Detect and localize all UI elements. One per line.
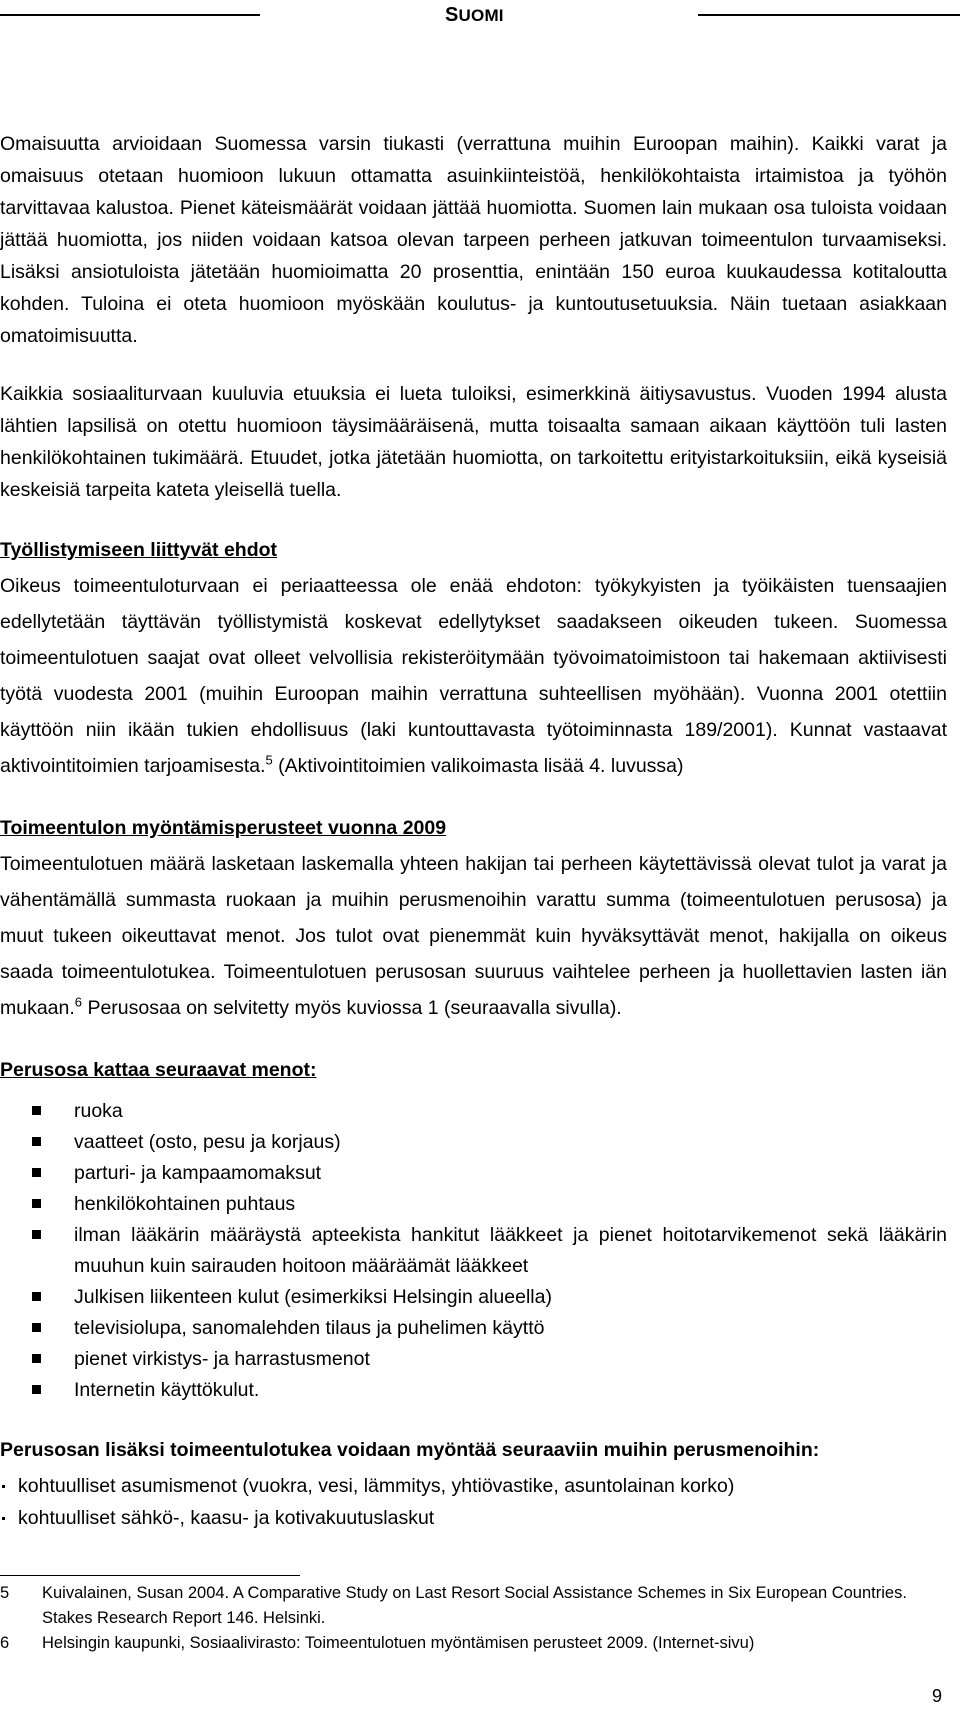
- basic-part-list: [0, 1096, 947, 1406]
- footnotes: [0, 1581, 947, 1656]
- paragraph-employment: Oikeus toimeentuloturvaan ei periaatteessa ole enää ehdoton: työkykyisten ja työikäisten tuensaajien edellytetään täyttävän työllistymistä koskevat edellytykset saadakseen oikeuden tukeen. Suomessa toimeentulotuen saajat ovat olleet velvollisia rekisteröitymään työvoimatoimistoon tai hakemaan aktiivisesti työtä vuodesta 2001 (muihin Euroopan maihin verrattuna suhteellisen myöhään). Vuonna 2001 otettiin käyttöön niin ikään tukien ehdollisuus (laki kuntouttavasta työtoiminnasta 189/2001). Kunnat vastaavat aktivointitoimien tarjoamisesta.$^5$ (Aktivointitoimien valikoimasta lisää 4. luvussa): [0, 575, 947, 777]
- section-heading-employment: Työllistymiseen liittyvät ehdot: [0, 539, 278, 561]
- square-bullet-icon: [32, 1323, 41, 1332]
- list-item: parturi- ja kampaamomaksut: [0, 1158, 947, 1189]
- footnote-number: 6: [0, 1634, 10, 1652]
- header-rule-right: [698, 14, 960, 16]
- dot-bullet-icon: [2, 1485, 5, 1488]
- footnote-6: [0, 1631, 947, 1656]
- header-title: SUOMI: [445, 4, 504, 26]
- paragraph-benefits: Kaikkia sosiaaliturvaan kuuluvia etuuksia ei lueta tuloiksi, esimerkkinä äitiysavustus. Vuoden 1994 alusta lähtien lapsilisä on otettu huomioon täysimääräisenä, mutta toisaalta samaan aikaan käyttöön tuli lasten henkilökohtainen tukimäärä. Etuudet, jotka jätetään huomiotta, on tarkoitettu erityistarkoituksiin, eikä kyseisiä keskeisiä tarpeita kateta yleisellä tuella.: [0, 383, 947, 501]
- dot-bullet-icon: [2, 1517, 5, 1520]
- section-heading-criteria: Toimeentulon myöntämisperusteet vuonna 2009: [0, 817, 447, 839]
- footnote-ref-5[interactable]: 5: [265, 752, 273, 768]
- list-item: henkilökohtainen puhtaus: [0, 1189, 947, 1220]
- page-header: [0, 0, 960, 40]
- other-expenses-list: [0, 1470, 947, 1534]
- square-bullet-icon: [32, 1137, 41, 1146]
- square-bullet-icon: [32, 1199, 41, 1208]
- footnote-5: [0, 1581, 947, 1631]
- square-bullet-icon: [32, 1292, 41, 1301]
- list-item: kohtuulliset sähkö-, kaasu- ja kotivakuutuslaskut: [0, 1502, 947, 1534]
- section-criteria: [0, 810, 947, 1026]
- section-heading-other-expenses: Perusosan lisäksi toimeentulotukea voidaan myöntää seuraaviin muihin perusmenoihin:: [0, 1439, 820, 1461]
- square-bullet-icon: [32, 1354, 41, 1363]
- list-item: kohtuulliset asumismenot (vuokra, vesi, lämmitys, yhtiövastike, asuntolainan korko): [0, 1470, 947, 1502]
- section-basic-part: [0, 1052, 947, 1406]
- footnote-number: 5: [0, 1584, 10, 1602]
- square-bullet-icon: [32, 1168, 41, 1177]
- list-item: ruoka: [0, 1096, 947, 1127]
- square-bullet-icon: [32, 1106, 41, 1115]
- paragraph-criteria: Toimeentulotuen määrä lasketaan laskemalla yhteen hakijan tai perheen käytettävissä olevat tulot ja varat ja vähentämällä summasta ruokaan ja muihin perusmenoihin varattu summa (toimeentulotuen perusosa) ja muut tukeen oikeuttavat menot. Jos tulot ovat pienemmät kuin hyväksyttävät menot, hakijalla on oikeus saada toimeentulotukea. Toimeentulotuen perusosan suuruus vaihtelee perheen ja huollettavien lasten iän mukaan.$^6$ Perusosaa on selvitetty myös kuviossa 1 (seuraavalla sivulla).: [0, 853, 947, 1019]
- section-heading-basic-part: Perusosa kattaa seuraavat menot:: [0, 1059, 317, 1081]
- footnote-divider: [0, 1575, 300, 1576]
- section-other-expenses: [0, 1432, 947, 1534]
- footnote-text: Kuivalainen, Susan 2004. A Comparative Study on Last Resort Social Assistance Schemes in Six European Countries. Stakes Research Report 146. Helsinki.: [42, 1584, 907, 1627]
- footnote-text: Helsingin kaupunki, Sosiaalivirasto: Toimeentulotuen myöntämisen perusteet 2009. (Internet-sivu): [42, 1634, 755, 1652]
- footnote-ref-6[interactable]: 6: [74, 994, 83, 1010]
- list-item: Internetin käyttökulut.: [0, 1375, 947, 1406]
- section-employment: [0, 532, 947, 784]
- list-item: pienet virkistys- ja harrastusmenot: [0, 1344, 947, 1375]
- list-item: televisiolupa, sanomalehden tilaus ja puhelimen käyttö: [0, 1313, 947, 1344]
- document-body: [0, 128, 947, 1534]
- page-number: 9: [932, 1686, 943, 1706]
- list-item: Julkisen liikenteen kulut (esimerkiksi Helsingin alueella): [0, 1282, 947, 1313]
- list-item: vaatteet (osto, pesu ja korjaus): [0, 1127, 947, 1158]
- header-rule-left: [0, 14, 260, 16]
- square-bullet-icon: [32, 1385, 41, 1394]
- list-item: ilman lääkärin määräystä apteekista hankitut lääkkeet ja pienet hoitotarvikemenot sekä lääkärin muuhun kuin sairauden hoitoon määräämät lääkkeet: [0, 1220, 947, 1282]
- square-bullet-icon: [32, 1230, 41, 1239]
- paragraph-assets: Omaisuutta arvioidaan Suomessa varsin tiukasti (verrattuna muihin Euroopan maihin). Kaikki varat ja omaisuus otetaan huomioon lukuun ottamatta asuinkiinteistöä, henkilökohtaista irtaimistoa ja työhön tarvittavaa kalustoa. Pienet käteismäärät voidaan jättää huomiotta. Suomen lain mukaan osa tuloista voidaan jättää huomiotta, jos niiden voidaan katsoa olevan tarpeen perheen jatkuvan toimeentulon turvaamiseksi. Lisäksi ansiotuloista jätetään huomioimatta 20 prosenttia, enintään 150 euroa kuukaudessa kotitaloutta kohden. Tuloina ei oteta huomioon myöskään koulutus- ja kuntoutusetuuksia. Näin tuetaan asiakkaan omatoimisuutta.: [0, 133, 947, 347]
